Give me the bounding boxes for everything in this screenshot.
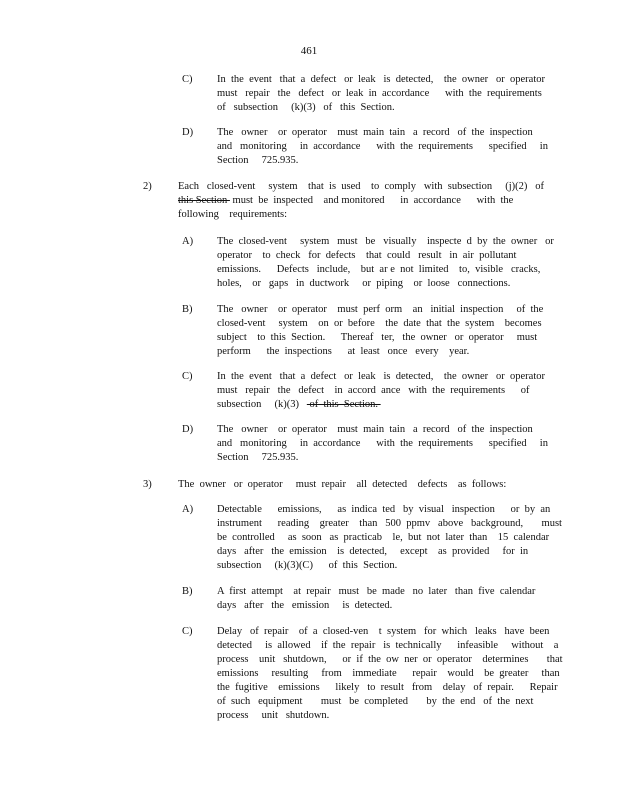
item-label: A) <box>182 236 194 247</box>
text-segment: must repair the defect or leak in accordance with the requirements <box>217 88 542 99</box>
item-label: C) <box>182 371 193 382</box>
text-segment: The owner or operator must main tain a record of the inspection <box>217 127 533 138</box>
text-segment: holes, or gaps in ductwork or piping or loose connections. <box>217 278 511 289</box>
text-line <box>217 235 554 249</box>
text-segment: closed-vent system on or before the date that the system becomes <box>217 318 542 329</box>
text-line <box>217 451 547 465</box>
text-segment: operator to check for defects that could result in air pollutant <box>217 250 517 261</box>
text-segment: Section 725.935. <box>217 452 299 463</box>
text-line <box>217 681 558 695</box>
item-text <box>217 303 547 359</box>
deleted-text: this Section <box>178 195 230 206</box>
deleted-text: of this Section. <box>306 399 381 410</box>
text-segment: Each closed-vent system that is used to comply with subsection (j)(2) of <box>178 181 544 192</box>
text-segment: The closed-vent system must be visually inspecte d by the owner or <box>217 236 554 247</box>
text-segment: A first attempt at repair must be made no later than five calendar <box>217 586 536 597</box>
text-line <box>217 585 547 599</box>
item-text <box>217 503 562 573</box>
text-line <box>217 277 547 291</box>
item-label: B) <box>182 304 193 315</box>
item-label: D) <box>182 424 194 435</box>
item-label: C) <box>182 626 193 637</box>
text-line <box>217 423 547 437</box>
text-line <box>217 625 550 639</box>
text-segment: The owner or operator must repair all detected defects as follows: <box>178 479 507 490</box>
item-text <box>217 625 563 723</box>
text-segment: In the event that a defect or leak is detected, the owner or operator <box>217 74 545 85</box>
text-line <box>217 695 547 709</box>
text-segment: of subsection (k)(3) of this Section. <box>217 102 395 113</box>
text-line <box>217 667 560 681</box>
text-line <box>217 639 559 653</box>
text-line <box>178 478 548 492</box>
item-label: B) <box>182 586 193 597</box>
item-label: C) <box>182 74 193 85</box>
text-line <box>217 370 547 384</box>
text-line <box>217 437 547 451</box>
text-segment: must repair the defect in accord ance with the requirements of <box>217 385 530 396</box>
text-segment: The owner or operator must perf orm an initial inspection of the <box>217 304 544 315</box>
text-line <box>217 531 550 545</box>
text-line <box>217 653 563 667</box>
text-segment: Delay of repair of a closed-ven t system for which leaks have been <box>217 626 550 637</box>
text-line <box>217 398 547 412</box>
text-line <box>217 140 547 154</box>
text-line <box>217 517 562 531</box>
text-line <box>217 559 547 573</box>
text-line <box>217 154 547 168</box>
item-text <box>217 73 547 115</box>
item-label: D) <box>182 127 194 138</box>
text-line <box>217 345 547 359</box>
item-text <box>217 585 547 613</box>
item-text <box>217 423 547 465</box>
text-line <box>178 180 548 194</box>
item-text <box>217 126 547 168</box>
text-line <box>178 208 548 222</box>
page-number: 461 <box>300 45 318 57</box>
text-line <box>217 317 547 331</box>
item-text <box>178 180 548 222</box>
text-segment: of such equipment must be completed by the end of the next <box>217 696 534 707</box>
text-segment: days after the emission is detected, except as provided for in <box>217 546 529 557</box>
text-line <box>217 263 547 277</box>
text-segment: emissions. Defects include, but ar e not limited to, visible cracks, <box>217 264 541 275</box>
text-segment: days after the emission is detected. <box>217 600 393 611</box>
text-segment: Detectable emissions, as indica ted by visual inspection or by an <box>217 504 551 515</box>
text-line <box>217 503 551 517</box>
text-segment: In the event that a defect or leak is detected, the owner or operator <box>217 371 545 382</box>
text-line <box>217 73 547 87</box>
item-label: 3) <box>143 479 152 490</box>
text-segment: The owner or operator must main tain a record of the inspection <box>217 424 533 435</box>
text-segment: subsection (k)(3) <box>217 399 307 410</box>
item-label: A) <box>182 504 194 515</box>
item-text <box>217 235 554 291</box>
text-segment: process unit shutdown, or if the ow ner or operator determines that <box>217 654 563 665</box>
text-segment: instrument reading greater than 500 ppmv above background, must <box>217 518 562 529</box>
text-line <box>217 126 547 140</box>
text-segment: and monitoring in accordance with the requirements specified in <box>217 141 548 152</box>
text-line <box>217 545 547 559</box>
text-segment: be controlled as soon as practicab le, but not later than 15 calendar <box>217 532 550 543</box>
text-line <box>217 87 547 101</box>
text-line <box>217 709 547 723</box>
item-text <box>178 478 548 492</box>
text-segment: perform the inspections at least once every year. <box>217 346 470 357</box>
item-label: 2) <box>143 181 152 192</box>
text-line <box>217 303 547 317</box>
text-segment: and monitoring in accordance with the requirements specified in <box>217 438 548 449</box>
text-line <box>217 249 547 263</box>
text-line <box>217 331 547 345</box>
text-line <box>178 194 548 208</box>
text-line <box>217 384 547 398</box>
text-segment: detected is allowed if the repair is technically infeasible without a <box>217 640 559 651</box>
text-segment: subsection (k)(3)(C) of this Section. <box>217 560 398 571</box>
text-segment: following requirements: <box>178 209 288 220</box>
text-segment: Section 725.935. <box>217 155 299 166</box>
text-segment: process unit shutdown. <box>217 710 330 721</box>
text-segment: the fugitive emissions likely to result from delay of repair. Repair <box>217 682 558 693</box>
text-line <box>217 101 547 115</box>
item-text <box>217 370 547 412</box>
text-line <box>217 599 547 613</box>
text-segment: emissions resulting from immediate repair would be greater than <box>217 668 560 679</box>
text-segment: must be inspected and monitored in accordance with the <box>229 195 514 206</box>
text-segment: subject to this Section. Thereaf ter, the owner or operator must <box>217 332 538 343</box>
